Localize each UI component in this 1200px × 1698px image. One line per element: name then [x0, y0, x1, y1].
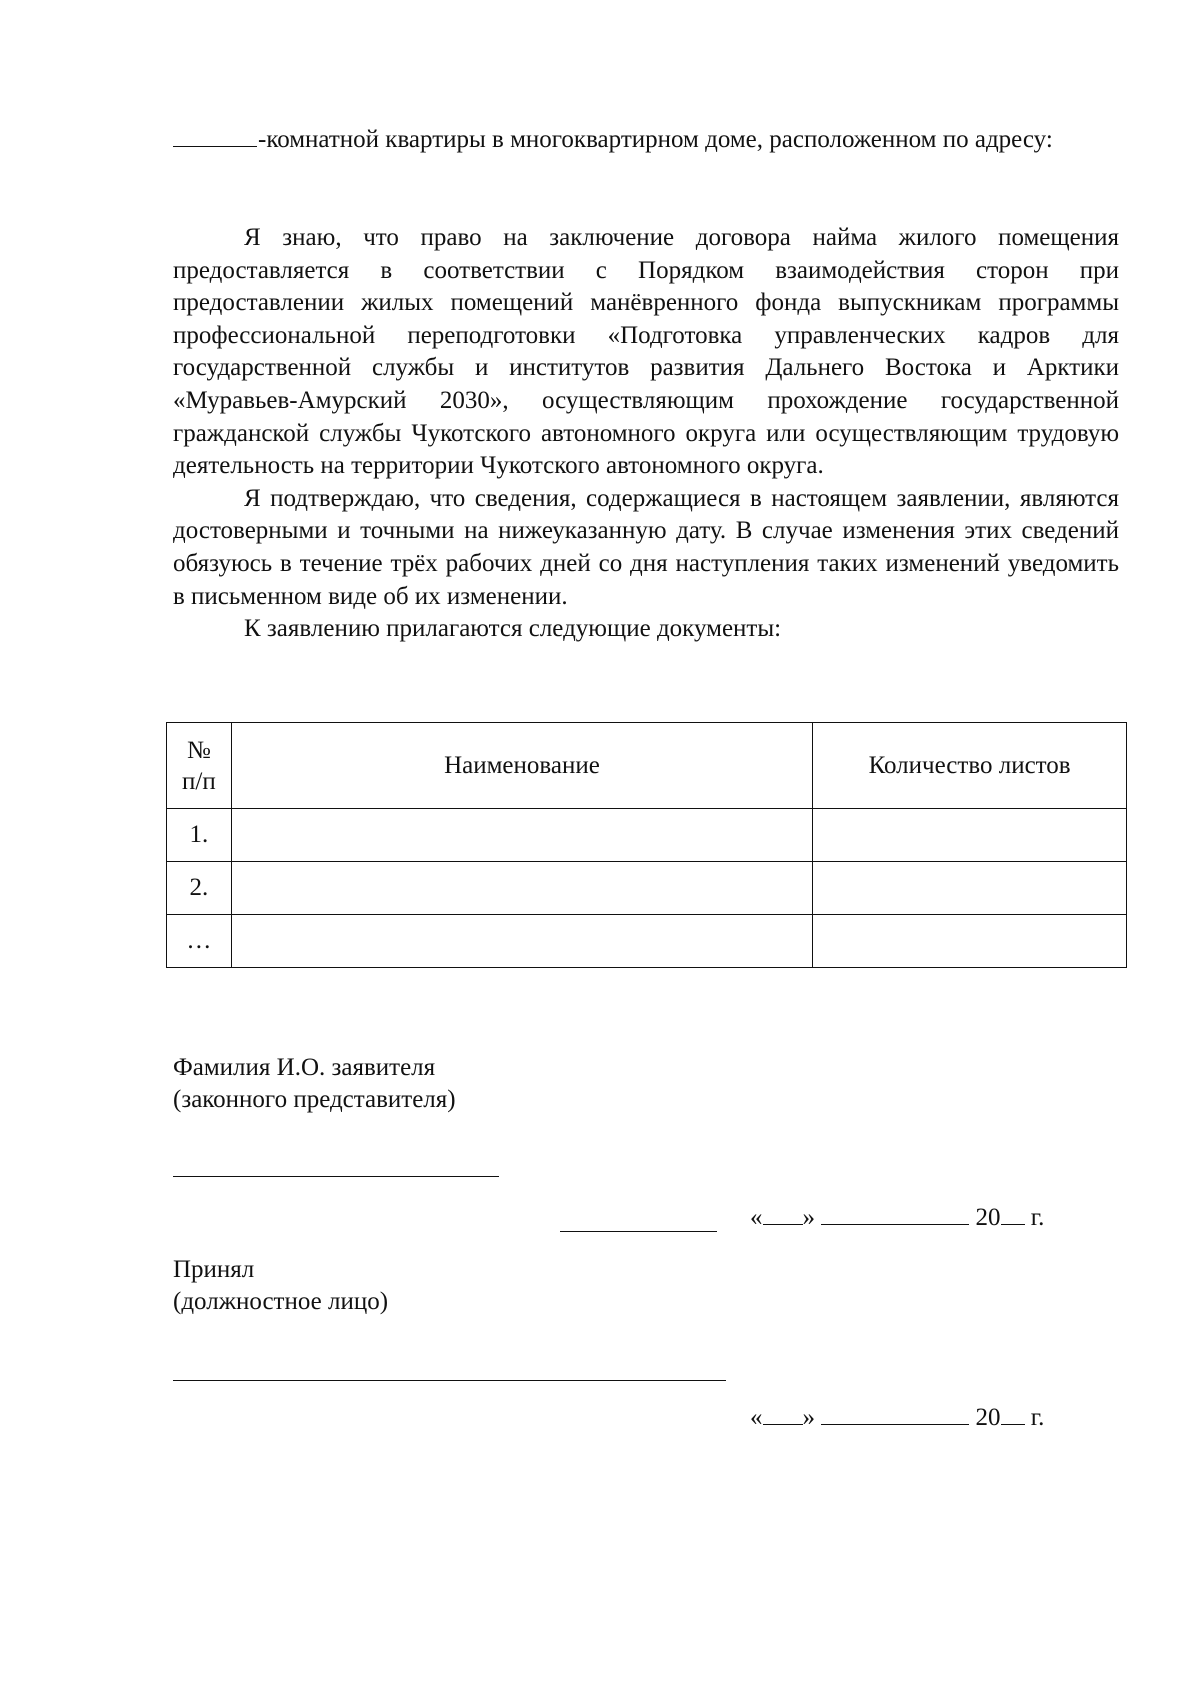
body-text — [173, 222, 1119, 646]
applicant-label: Фамилия И.О. заявителя — [173, 1054, 436, 1081]
header-number-symbol: № — [186, 736, 211, 764]
table-row — [167, 809, 1127, 862]
day-blank — [763, 1202, 803, 1225]
header-number — [167, 723, 232, 809]
day-blank — [763, 1402, 803, 1425]
attachments-table — [166, 722, 1127, 968]
applicant-date — [750, 1202, 1044, 1234]
date-century: 20 — [975, 1404, 1001, 1431]
header-name: Наименование — [231, 723, 812, 809]
month-blank — [821, 1402, 969, 1425]
official-label: Принял — [173, 1256, 255, 1283]
intro-text: -комнатной квартиры в многоквартирном доме, расположенном по адресу: — [258, 126, 1053, 153]
row-number: 2. — [167, 862, 232, 915]
date-close-quote: » — [802, 1204, 815, 1231]
row-name — [231, 862, 812, 915]
row-quantity — [813, 862, 1127, 915]
table-header-row — [167, 723, 1127, 809]
year-blank — [1001, 1202, 1025, 1225]
rooms-blank — [173, 124, 257, 147]
date-year-suffix: г. — [1030, 1204, 1045, 1231]
date-open-quote: « — [750, 1404, 763, 1431]
applicant-signature-line — [560, 1231, 717, 1232]
official-sublabel: (должностное лицо) — [173, 1288, 389, 1315]
date-open-quote: « — [750, 1204, 763, 1231]
row-quantity — [813, 915, 1127, 968]
date-year-suffix: г. — [1030, 1404, 1045, 1431]
intro-paragraph — [173, 124, 1119, 157]
date-close-quote: » — [802, 1404, 815, 1431]
row-name — [231, 809, 812, 862]
official-date — [750, 1402, 1044, 1434]
table-row — [167, 915, 1127, 968]
header-quantity: Количество листов — [813, 723, 1127, 809]
table-row — [167, 862, 1127, 915]
paragraph-attachments: К заявлению прилагаются следующие документы: — [244, 615, 782, 643]
paragraph-confirmation: Я подтверждаю, что сведения, содержащиеся в настоящем заявлении, являются достоверными и точными на нижеуказанную дату. В случае изменения этих сведений обязуюсь в течение трёх рабочих дней со дня наступления таких изменений уведомить в письменном виде об их изменении. — [173, 484, 1119, 610]
row-quantity — [813, 809, 1127, 862]
month-blank — [821, 1202, 969, 1225]
official-name-line — [173, 1380, 726, 1381]
header-number-abbr: п/п — [182, 767, 216, 795]
applicant-sublabel: (законного представителя) — [173, 1086, 456, 1113]
row-number: … — [167, 915, 232, 968]
row-name — [231, 915, 812, 968]
year-blank — [1001, 1402, 1025, 1425]
date-century: 20 — [975, 1204, 1001, 1231]
paragraph-rights: Я знаю, что право на заключение договора найма жилого помещения предоставляется в соответствии с Порядком взаимодействия сторон при предоставлении жилых помещений манёвренного фонда выпускникам программы профессиональной переподготовки «Подготовка управленческих кадров для государственной службы и институтов развития Дальнего Востока и Арктики «Муравьев-Амурский 2030», осуществляющим прохождение государственной гражданской службы Чукотского автономного округа или осуществляющим трудовую деятельность на территории Чукотского автономного округа. — [173, 224, 1119, 480]
row-number: 1. — [167, 809, 232, 862]
applicant-name-line — [173, 1176, 499, 1177]
